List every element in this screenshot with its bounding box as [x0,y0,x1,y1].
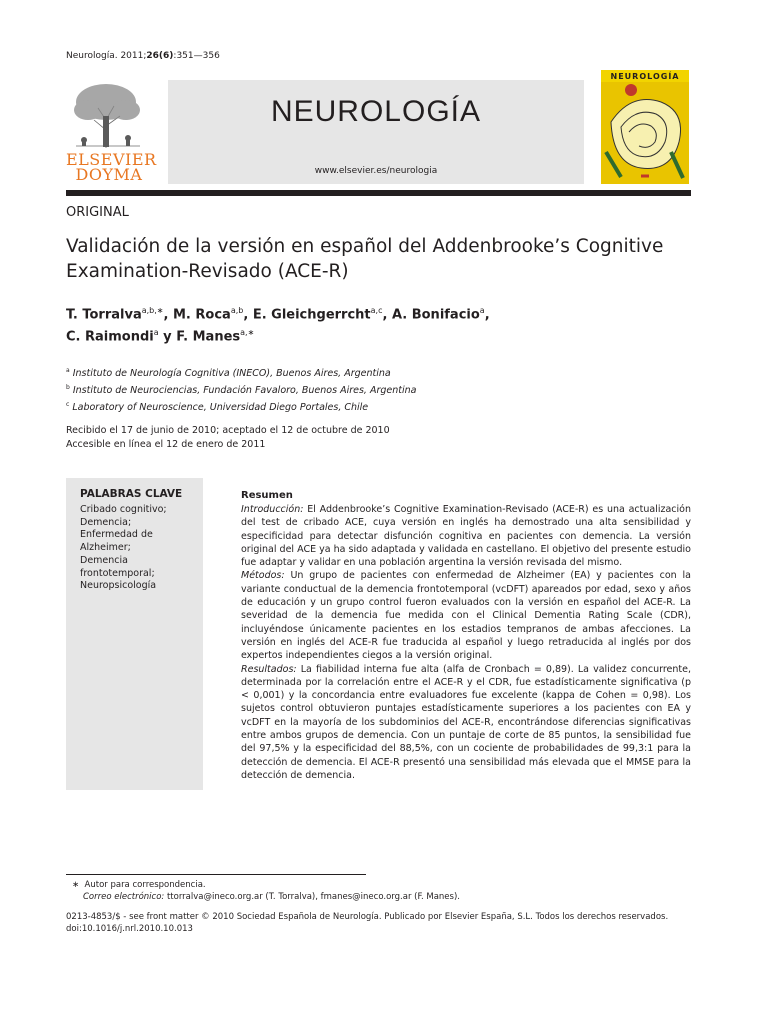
email-note [83,891,460,903]
abstract-paragraph-text: Un grupo de pacientes con enfermedad de Alzheimer (EA) y pacientes con la variante conductual de la demencia frontotemporal (vcDFT) apareados por edad, sexo y años de educación y un grupo control fueron evaluados con la versión en español del ACE-R. La severidad de la demencia fue medida con el Clinical Dementia Rating Scale (CDR), incluyéndose únicamente pacientes en los estadios tempranos de ambas afecciones. La versión en inglés del ACE-R fue traducida al español y luego retraducida al inglés por dos expertos independientes ciegos a la versión original. [241,570,691,662]
doi-line[interactable]: doi:10.1016/j.nrl.2010.10.013 [66,924,193,934]
online-date: Accesible en línea el 12 de enero de 2011 [66,438,266,450]
received-date: Recibido el 17 de junio de 2010; aceptado el 12 de octubre de 2010 [66,425,390,436]
article-title: Validación de la versión en español del Addenbrooke’s Cognitive Examination-Revisado (ACE-R) [66,236,664,282]
keyword-line: Cribado cognitivo; [80,504,167,515]
correspondence-note [72,879,206,891]
author-separator: , [382,307,392,323]
affiliation-text: Laboratory of Neuroscience, Universidad Diego Portales, Chile [69,402,369,414]
header-rule [66,190,691,196]
citation-prefix: Neurología. 2011; [66,51,147,61]
author-affiliation-mark: a [479,306,485,315]
affiliation-item [66,364,706,381]
author-separator: , [163,307,173,323]
journal-cover-image [601,70,689,184]
author-name: A. Bonifacio [391,307,480,323]
citation-line [66,51,220,61]
affiliation-item [66,398,706,415]
keyword-line: Neuropsicología [80,580,157,592]
author-affiliation-mark: a,c [370,306,383,315]
affiliation-mark: a [66,367,70,374]
article-section-label: ORIGINAL [66,205,129,220]
abstract-paragraph [241,663,691,783]
author-affiliation-mark: a [153,328,159,338]
footnote-mark: ∗ [72,880,80,890]
author-affiliation-mark: a,∗ [240,328,255,338]
email-label: Correo electrónico: [83,892,165,902]
tree-icon [66,80,150,150]
cover-clock-illustration [601,82,689,184]
abstract-body [241,503,691,782]
citation-pages: :351—356 [173,51,220,61]
keyword-line: Demencia; [80,516,132,528]
affiliation-text: Instituto de Neurociencias, Fundación Favaloro, Buenos Aires, Argentina [69,385,417,397]
copyright-block [66,911,726,935]
author-separator: , [243,307,253,323]
affiliation-mark: c [66,401,70,409]
footnote-rule [66,874,366,875]
author-separator: y [158,329,177,345]
keyword-line: Enfermedad de [80,529,153,541]
affiliation-item [66,381,706,398]
author-list [66,302,706,347]
author-name: E. Gleichgerrcht [252,307,371,323]
affiliation-mark: b [66,384,70,392]
publisher-name-line2: DOYMA [75,165,143,184]
affiliation-list [66,364,706,415]
article-dates [66,424,706,451]
abstract-paragraph [241,569,691,662]
keyword-line: Alzheimer; [80,542,131,554]
keywords-list [80,504,200,593]
author-separator: , [484,307,490,323]
keyword-line: frontotemporal; [80,567,155,579]
abstract-paragraph-text: El Addenbrooke’s Cognitive Examination-Revisado (ACE-R) es una actualización del test de cribado ACE, cuya versión en inglés ha demostrado una alta sensibilidad y especificidad para detectar disfunción cognitiva en pacientes con demencia. La versión original del ACE ya ha sido adaptada y validada en castellano. El objetivo del presente estudio fue adaptar y validar en una población argentina la versión revisada del mismo. [241,504,691,569]
author-affiliation-mark: a,b,∗ [141,306,164,315]
abstract-paragraph-label: Métodos: [241,570,285,582]
copyright-line: 0213-4853/$ - see front matter © 2010 Sociedad Española de Neurología. Publicado por Elsevier España, S.L. Todos los derechos reservados. [66,912,669,922]
abstract-paragraph [241,503,691,569]
affiliation-text: Instituto de Neurología Cognitiva (INECO), Buenos Aires, Argentina [69,368,391,380]
journal-url[interactable]: www.elsevier.es/neurologia [314,166,438,176]
footnote-text: Autor para correspondencia. [84,880,206,890]
publisher-logo-text [66,150,157,184]
author-name: T. Torralva [66,307,142,323]
abstract-heading: Resumen [241,490,293,501]
abstract-paragraph-text: La fiabilidad interna fue alta (alfa de Cronbach = 0,89). La validez concurrente, determinada por la correlación entre el ACE-R y el CDR, fue estadísticamente significativa (p < 0,001) y la concordancia entre evaluadores fue excelente (kappa de Cohen = 0,98). Los sujetos control obtuvieron puntajes estadísticamente superiores a los pacientes con EA y vcDFT en la mayoría de los subdominios del ACE-R, encontrándose diferencias significativas entre ambos grupos de demencia. Con un puntaje de corte de 85 puntos, la sensibilidad fue del 97,5% y la especificidad del 88,5%, con un cociente de probabilidades de 99,3:1 para la detección de demencia. El ACE-R presentó una sensibilidad más elevada que el MMSE para la detección de demencia. [241,663,691,781]
cover-title: NEUROLOGÍA [610,72,680,81]
journal-title: NEUROLOGÍA [270,95,482,128]
author-affiliation-mark: a,b [230,306,244,315]
abstract-paragraph-label: Introducción: [241,504,304,515]
author-name: M. Roca [172,307,231,323]
abstract-paragraph-label: Resultados: [241,663,297,675]
author-name: F. Manes [176,329,241,345]
publisher-name-line1: ELSEVIER [66,150,157,169]
keyword-line: Demencia [80,554,128,566]
citation-volume: 26(6) [146,51,174,61]
email-addresses[interactable]: ttorralva@ineco.org.ar (T. Torralva), fmanes@ineco.org.ar (F. Manes). [164,892,460,902]
keywords-heading: PALABRAS CLAVE [80,488,183,500]
author-name: C. Raimondi [66,329,154,345]
